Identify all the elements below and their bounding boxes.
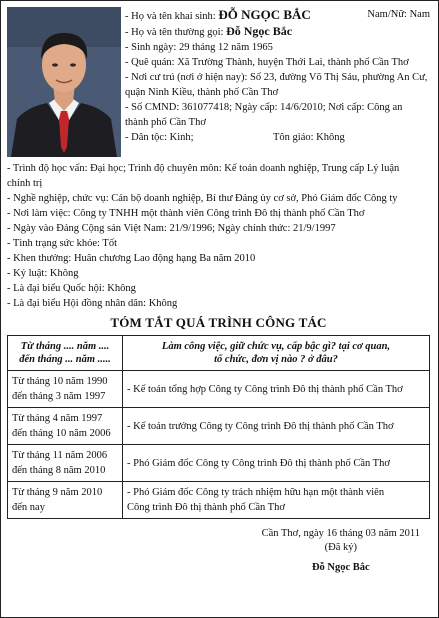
id-value: 361077418; Ngày cấp: 14/6/2010; Nơi cấp: Công an — [181, 102, 403, 113]
common-name-value: Đỗ Ngọc Bắc — [226, 24, 293, 38]
table-row — [8, 371, 430, 408]
detail-occupation: - Nghề nghiệp, chức vụ: Cán bộ doanh nghiệp, Bí thư Đảng ủy cơ sở, Phó Giám đốc Công ty — [7, 193, 398, 204]
detail-discipline: - Kỷ luật: Không — [7, 268, 79, 279]
work-cell: - Phó Giám đốc Công ty Công trình Đô thị thành phố Cần Thơ — [123, 445, 430, 482]
work-cell: - Phó Giám đốc Công ty trách nhiệm hữu hạn một thành viên Công trình Đô thị thành phố Cần Thơ — [123, 482, 430, 519]
ethnic-value: Kinh; — [169, 132, 194, 143]
full-name-label: - Họ và tên khai sinh: — [125, 11, 216, 22]
work-history-table — [7, 335, 430, 519]
detail-health: - Tình trạng sức khỏe: Tốt — [7, 238, 117, 249]
common-name-line — [125, 24, 430, 40]
full-name-line — [125, 7, 430, 24]
table-row — [8, 445, 430, 482]
signature-block — [7, 527, 430, 575]
detail-awards: - Khen thưởng: Huân chương Lao động hạng Ba năm 2010 — [7, 253, 256, 264]
ethnic-label: - Dân tộc: — [125, 132, 167, 143]
col-work-header: Làm công việc, giữ chức vụ, cấp bậc gì? tại cơ quan, tổ chức, đơn vị nào ? ở đâu? — [123, 336, 430, 371]
gender-value: Nam — [409, 9, 430, 20]
id-line — [125, 100, 430, 115]
portrait-illustration — [7, 7, 121, 157]
personal-info — [125, 7, 430, 145]
religion-label: Tôn giáo: — [273, 132, 314, 143]
detail-national-assembly: - Là đại biểu Quốc hội: Không — [7, 283, 136, 294]
detail-peoples-council: - Là đại biểu Hội đồng nhân dân: Không — [7, 298, 178, 309]
gender-label: Nam/Nữ: — [367, 9, 407, 20]
table-row — [8, 482, 430, 519]
hometown-line — [125, 55, 430, 70]
common-name-label: - Họ và tên thường gọi: — [125, 27, 224, 38]
id-value-2: thành phố Cần Thơ — [125, 117, 206, 128]
period-cell: Từ tháng 11 năm 2006 đến tháng 8 năm 2010 — [8, 445, 123, 482]
history-title: TÓM TẮT QUÁ TRÌNH CÔNG TÁC — [110, 315, 327, 330]
id-label: - Số CMND: — [125, 102, 180, 113]
portrait-photo — [7, 7, 121, 157]
full-name-value: ĐỖ NGỌC BẮC — [218, 7, 311, 22]
id-line-2 — [125, 115, 430, 130]
period-cell: Từ tháng 10 năm 1990 đến tháng 3 năm 1997 — [8, 371, 123, 408]
detail-education: - Trình độ học vấn: Đại học; Trình độ chuyên môn: Kế toán doanh nghiệp, Trung cấp Lý luận — [7, 163, 400, 174]
dob-label: - Sinh ngày: — [125, 42, 177, 53]
hometown-value: Xã Trường Thành, huyện Thới Lai, thành phố Cần Thơ — [177, 57, 409, 68]
residence-value-2: quận Ninh Kiều, thành phố Cần Thơ — [125, 87, 279, 98]
detail-workplace: - Nơi làm việc: Công ty TNHH một thành viên Công trình Đô thị thành phố Cần Thơ — [7, 208, 365, 219]
religion-value: Không — [316, 132, 345, 143]
residence-line — [125, 70, 430, 85]
profile-header — [7, 7, 430, 203]
detail-party: - Ngày vào Đảng Cộng sản Việt Nam: 21/9/1996; Ngày chính thức: 21/9/1997 — [7, 223, 336, 234]
table-row — [8, 408, 430, 445]
detail-education-cont: chính trị — [7, 178, 43, 189]
dob-line — [125, 40, 430, 55]
dob-value: 29 tháng 12 năm 1965 — [178, 42, 273, 53]
period-cell: Từ tháng 9 năm 2010 đến nay — [8, 482, 123, 519]
signed-note: (Đã ký) — [324, 542, 357, 553]
residence-value: Số 23, đường Võ Thị Sáu, phường An Cư, — [250, 72, 428, 83]
period-cell: Từ tháng 4 năm 1997 đến tháng 10 năm 2006 — [8, 408, 123, 445]
residence-line-2 — [125, 85, 430, 100]
col-period-header: Từ tháng .... năm .... đến tháng ... năm ..... — [8, 336, 123, 371]
hometown-label: - Quê quán: — [125, 57, 175, 68]
work-cell: - Kế toán trưởng Công ty Công trình Đô thị thành phố Cần Thơ — [123, 408, 430, 445]
signer-name: Đỗ Ngọc Bắc — [311, 562, 370, 573]
ethnic-line — [125, 130, 430, 145]
table-header-row — [8, 336, 430, 371]
work-cell: - Kế toán tổng hợp Công ty Công trình Đô thị thành phố Cần Thơ — [123, 371, 430, 408]
place-date: Cần Thơ, ngày 16 tháng 03 năm 2011 — [261, 528, 420, 539]
residence-label: - Nơi cư trú (nơi ở hiện nay): — [125, 72, 248, 83]
